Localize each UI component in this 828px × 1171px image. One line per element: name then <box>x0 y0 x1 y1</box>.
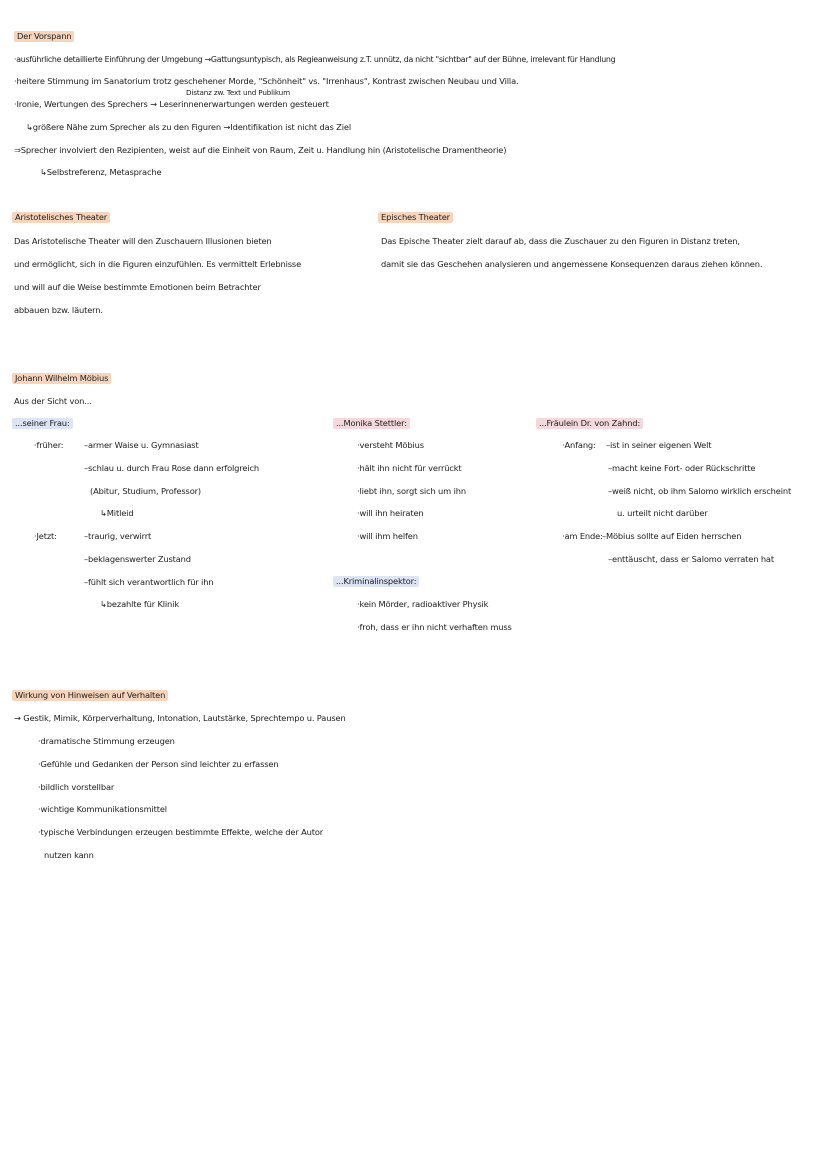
inspektor-item-2: ·froh, dass er ihn nicht verhaften muss <box>357 622 512 632</box>
aristotelisch-line-4: abbauen bzw. läutern. <box>14 305 103 315</box>
vorspann-line-3: ·Ironie, Wertungen des Sprechers → Leserinnenerwartungen werden gesteuert <box>14 99 329 109</box>
monika-item-3: ·liebt ihn, sorgt sich um ihn <box>357 486 466 496</box>
wirkung-item-3: ·bildlich vorstellbar <box>38 782 115 792</box>
frau-jetzt-label: ·Jetzt: <box>34 531 57 541</box>
vorspann-heading: Der Vorspann <box>14 31 74 42</box>
wirkung-item-6: nutzen kann <box>44 850 94 860</box>
vorspann-line-1: ·ausführliche detaillierte Einführung der Umgebung →Gattungsuntypisch, als Regieanweisung z.T. unnütz, da nicht "sichtbar" auf der Bühne, irrelevant für Handlung <box>14 55 616 64</box>
vorspann-line-5: ⇒Sprecher involviert den Rezipienten, weist auf die Einheit von Raum, Zeit u. Handlung hin (Aristotelische Dramentheorie) <box>14 145 507 155</box>
wirkung-item-1: ·dramatische Stimmung erzeugen <box>38 736 175 746</box>
episch-heading: Episches Theater <box>378 212 453 223</box>
monika-item-1: ·versteht Möbius <box>357 440 424 450</box>
frau-frueher-1: –armer Waise u. Gymnasiast <box>84 440 199 450</box>
zahnd-ende-label: ·am Ende: <box>562 531 603 541</box>
monika-item-2: ·hält ihn nicht für verrückt <box>357 463 462 473</box>
frau-frueher-3: (Abitur, Studium, Professor) <box>90 486 202 496</box>
monika-item-4: ·will ihn heiraten <box>357 508 424 518</box>
wirkung-heading: Wirkung von Hinweisen auf Verhalten <box>12 690 168 701</box>
zahnd-heading: ...Fräulein Dr. von Zahnd: <box>536 418 643 429</box>
zahnd-anfang-2: –macht keine Fort- oder Rückschritte <box>608 463 756 473</box>
zahnd-anfang-label: ·Anfang: <box>562 440 596 450</box>
episch-line-2: damit sie das Geschehen analysieren und angemessene Konsequenzen daraus ziehen können. <box>381 259 763 269</box>
vorspann-line-2: ·heitere Stimmung im Sanatorium trotz geschehener Morde, "Schönheit" vs. "Irrenhaus", Kontrast zwischen Neubau und Villa. <box>14 76 519 86</box>
wirkung-item-4: ·wichtige Kommunikationsmittel <box>38 804 167 814</box>
zahnd-ende-1: –Möbius sollte auf Eiden herrschen <box>602 531 742 541</box>
zahnd-anfang-3: –weiß nicht, ob ihm Salomo wirklich erscheint <box>608 486 792 496</box>
aristotelisch-line-1: Das Aristotelische Theater will den Zuschauern Illusionen bieten <box>14 236 272 246</box>
frau-frueher-2: –schlau u. durch Frau Rose dann erfolgreich <box>84 463 260 473</box>
moebius-subheading: Aus der Sicht von... <box>14 396 92 406</box>
inspektor-item-1: ·kein Mörder, radioaktiver Physik <box>357 599 489 609</box>
zahnd-ende-2: –enttäuscht, dass er Salomo verraten hat <box>608 554 774 564</box>
aristotelisch-line-3: und will auf die Weise bestimmte Emotionen beim Betrachter <box>14 282 261 292</box>
frau-jetzt-2: –beklagenswerter Zustand <box>84 554 191 564</box>
wirkung-item-5: ·typische Verbindungen erzeugen bestimmte Effekte, welche der Autor <box>38 827 324 837</box>
zahnd-anfang-4: u. urteilt nicht darüber <box>617 508 708 518</box>
monika-heading: ...Monika Stettler: <box>333 418 410 429</box>
vorspann-line-6: ↳Selbstreferenz, Metasprache <box>40 167 162 177</box>
wirkung-item-2: ·Gefühle und Gedanken der Person sind leichter zu erfassen <box>38 759 279 769</box>
monika-item-5: ·will ihm helfen <box>357 531 418 541</box>
aristotelisch-heading: Aristotelisches Theater <box>12 212 110 223</box>
zahnd-anfang-1: –ist in seiner eigenen Welt <box>606 440 712 450</box>
vorspann-line-4: ↳größere Nähe zum Sprecher als zu den Figuren →Identifikation ist nicht das Ziel <box>26 122 351 132</box>
frau-jetzt-3: –fühlt sich verantwortlich für ihn <box>84 577 214 587</box>
episch-line-1: Das Epische Theater zielt darauf ab, dass die Zuschauer zu den Figuren in Distanz treten, <box>381 236 740 246</box>
inspektor-heading: ...Kriminalinspektor: <box>333 576 419 587</box>
aristotelisch-line-2: und ermöglicht, sich in die Figuren einzufühlen. Es vermittelt Erlebnisse <box>14 259 302 269</box>
moebius-heading: Johann Wilhelm Möbius <box>12 373 111 384</box>
wirkung-intro: → Gestik, Mimik, Körperverhaltung, Intonation, Lautstärke, Sprechtempo u. Pausen <box>14 713 346 723</box>
frau-frueher-4: ↳Mitleid <box>100 508 134 518</box>
frau-jetzt-1: –traurig, verwirrt <box>84 531 152 541</box>
vorspann-line-3-annotation: Distanz zw. Text und Publikum <box>186 88 290 97</box>
frau-heading: ...seiner Frau: <box>12 418 73 429</box>
frau-frueher-label: ·früher: <box>34 440 64 450</box>
frau-jetzt-4: ↳bezahlte für Klinik <box>100 599 179 609</box>
